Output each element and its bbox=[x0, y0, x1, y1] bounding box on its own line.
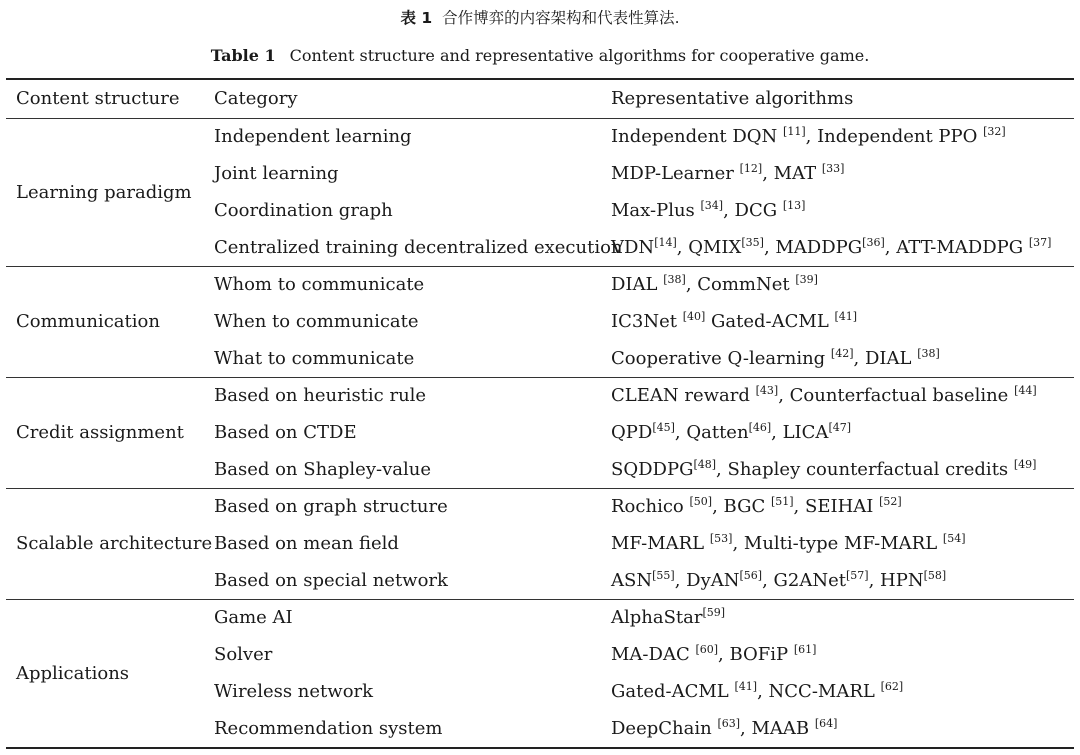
category-cell: Game AI bbox=[214, 607, 293, 628]
algorithm-name: , LICA bbox=[771, 422, 829, 443]
citation-ref: [55] bbox=[652, 569, 675, 582]
citation-ref: [11] bbox=[783, 125, 806, 138]
algorithm-name: , DyAN bbox=[674, 570, 740, 591]
citation-ref: [33] bbox=[821, 162, 845, 175]
algorithms-cell bbox=[611, 340, 940, 377]
algorithm-name: , Shapley counterfactual credits bbox=[716, 459, 1014, 480]
citation-ref: [41] bbox=[834, 310, 858, 323]
caption-zh-text: 合作博弈的内容架构和代表性算法. bbox=[442, 9, 680, 27]
citation-ref: [40] bbox=[682, 310, 706, 323]
category-cell: Recommendation system bbox=[214, 718, 443, 739]
algorithm-name: Max-Plus bbox=[611, 200, 701, 221]
citation-ref: [13] bbox=[782, 199, 806, 212]
group-separator bbox=[6, 599, 1074, 600]
algorithms-cell bbox=[611, 488, 902, 525]
algorithm-name: , DIAL bbox=[853, 348, 918, 369]
category-cell: Based on graph structure bbox=[214, 496, 448, 517]
algorithms-cell bbox=[611, 229, 1051, 266]
header-representative-algorithms: Representative algorithms bbox=[611, 88, 854, 109]
category-cell: Wireless network bbox=[214, 681, 374, 702]
algorithm-name: IC3Net bbox=[611, 311, 683, 332]
algorithms-cell bbox=[611, 377, 1037, 414]
algorithms-cell bbox=[611, 710, 837, 747]
algorithm-name: AlphaStar bbox=[611, 607, 703, 628]
caption-zh-label: 表 1 bbox=[400, 9, 433, 27]
citation-ref: [38] bbox=[917, 347, 940, 360]
algorithm-name: , CommNet bbox=[685, 274, 796, 295]
citation-ref: [42] bbox=[830, 347, 854, 360]
header-content-structure: Content structure bbox=[16, 88, 180, 109]
table-caption-en bbox=[0, 46, 1080, 65]
algorithm-name: QPD bbox=[611, 422, 653, 443]
algorithm-name: VDN bbox=[611, 237, 655, 258]
algorithms-cell bbox=[611, 192, 805, 229]
algorithm-name: DeepChain bbox=[611, 718, 718, 739]
algorithms-cell bbox=[611, 599, 725, 636]
category-cell: Centralized training decentralized execution bbox=[214, 237, 623, 258]
citation-ref: [38] bbox=[663, 273, 686, 286]
citation-ref: [46] bbox=[748, 421, 772, 434]
citation-ref: [59] bbox=[702, 606, 726, 619]
citation-ref: [34] bbox=[700, 199, 724, 212]
caption-en-text: Content structure and representative algorithms for cooperative game. bbox=[289, 46, 870, 65]
category-cell: Based on heuristic rule bbox=[214, 385, 427, 406]
algorithm-name: , MAAB bbox=[740, 718, 815, 739]
algorithm-name: , Multi-type MF-MARL bbox=[732, 533, 943, 554]
algorithm-name: ASN bbox=[611, 570, 653, 591]
algorithm-name: , NCC-MARL bbox=[757, 681, 881, 702]
algorithm-name: , DCG bbox=[723, 200, 783, 221]
citation-ref: [51] bbox=[770, 495, 794, 508]
algorithm-name: , BGC bbox=[712, 496, 771, 517]
algorithms-cell bbox=[611, 525, 966, 562]
citation-ref: [45] bbox=[652, 421, 675, 434]
group-separator bbox=[6, 266, 1074, 267]
citation-ref: [43] bbox=[755, 384, 779, 397]
category-cell: Whom to communicate bbox=[214, 274, 425, 295]
algorithms-cell bbox=[611, 266, 818, 303]
citation-ref: [44] bbox=[1014, 384, 1037, 397]
citation-ref: [37] bbox=[1028, 236, 1052, 249]
algorithm-name: MDP-Learner bbox=[611, 163, 740, 184]
citation-ref: [56] bbox=[739, 569, 763, 582]
algorithm-name: SQDDPG bbox=[611, 459, 694, 480]
citation-ref: [41] bbox=[734, 680, 758, 693]
algorithm-name: , G2ANet bbox=[762, 570, 846, 591]
citation-ref: [57] bbox=[846, 569, 869, 582]
algorithms-cell bbox=[611, 562, 946, 599]
algorithm-name: , SEIHAI bbox=[793, 496, 880, 517]
category-cell: Based on mean field bbox=[214, 533, 399, 554]
citation-ref: [63] bbox=[717, 717, 741, 730]
citation-ref: [50] bbox=[689, 495, 713, 508]
category-cell: Based on Shapley-value bbox=[214, 459, 431, 480]
algorithms-cell bbox=[611, 673, 903, 710]
algorithm-name: Cooperative Q-learning bbox=[611, 348, 831, 369]
category-cell: Solver bbox=[214, 644, 273, 665]
citation-ref: [49] bbox=[1013, 458, 1037, 471]
header-category: Category bbox=[214, 88, 298, 109]
citation-ref: [35] bbox=[741, 236, 764, 249]
algorithms-cell bbox=[611, 414, 851, 451]
algorithm-name: MF-MARL bbox=[611, 533, 710, 554]
category-cell: Based on CTDE bbox=[214, 422, 357, 443]
table-caption-zh bbox=[0, 6, 1080, 28]
algorithms-cell bbox=[611, 118, 1006, 155]
group-separator bbox=[6, 488, 1074, 489]
citation-ref: [64] bbox=[814, 717, 838, 730]
citation-ref: [47] bbox=[828, 421, 852, 434]
citation-ref: [58] bbox=[923, 569, 947, 582]
algorithm-name: , Independent PPO bbox=[805, 126, 984, 147]
algorithms-cell bbox=[611, 303, 857, 340]
category-cell: Based on special network bbox=[214, 570, 448, 591]
category-cell: When to communicate bbox=[214, 311, 419, 332]
algorithm-name: , MADDPG bbox=[763, 237, 863, 258]
content-structure-cell: Scalable architecture bbox=[16, 533, 213, 554]
category-cell: Independent learning bbox=[214, 126, 412, 147]
content-structure-cell: Communication bbox=[16, 311, 160, 332]
category-cell: What to communicate bbox=[214, 348, 415, 369]
citation-ref: [39] bbox=[795, 273, 818, 286]
algorithms-cell bbox=[611, 451, 1036, 488]
citation-ref: [52] bbox=[879, 495, 902, 508]
citation-ref: [36] bbox=[862, 236, 885, 249]
algorithm-name: , Counterfactual baseline bbox=[778, 385, 1015, 406]
algorithm-name: , Qatten bbox=[674, 422, 749, 443]
citation-ref: [53] bbox=[709, 532, 733, 545]
citation-ref: [12] bbox=[739, 162, 763, 175]
caption-en-label: Table 1 bbox=[210, 46, 276, 65]
content-structure-cell: Credit assignment bbox=[16, 422, 184, 443]
algorithm-name: Rochico bbox=[611, 496, 690, 517]
category-cell: Joint learning bbox=[214, 163, 339, 184]
citation-ref: [60] bbox=[695, 643, 719, 656]
algorithm-name: Gated-ACML bbox=[705, 311, 835, 332]
citation-ref: [32] bbox=[983, 125, 1006, 138]
citation-ref: [54] bbox=[942, 532, 966, 545]
algorithm-name: , QMIX bbox=[676, 237, 742, 258]
citation-ref: [62] bbox=[880, 680, 904, 693]
algorithm-name: , MAT bbox=[762, 163, 822, 184]
category-cell: Coordination graph bbox=[214, 200, 393, 221]
algorithm-name: Independent DQN bbox=[611, 126, 784, 147]
algorithm-name: , ATT-MADDPG bbox=[884, 237, 1029, 258]
algorithms-cell bbox=[611, 636, 816, 673]
citation-ref: [61] bbox=[793, 643, 817, 656]
table-bottom-rule bbox=[6, 747, 1074, 749]
content-structure-cell: Learning paradigm bbox=[16, 181, 192, 203]
algorithms-cell bbox=[611, 155, 844, 192]
algorithm-name: MA-DAC bbox=[611, 644, 696, 665]
algorithm-name: , HPN bbox=[868, 570, 924, 591]
content-structure-cell: Applications bbox=[16, 662, 130, 684]
algorithm-name: DIAL bbox=[611, 274, 664, 295]
citation-ref: [48] bbox=[693, 458, 717, 471]
algorithm-name: CLEAN reward bbox=[611, 385, 756, 406]
citation-ref: [14] bbox=[654, 236, 677, 249]
algorithm-name: Gated-ACML bbox=[611, 681, 735, 702]
algorithm-name: , BOFiP bbox=[718, 644, 794, 665]
